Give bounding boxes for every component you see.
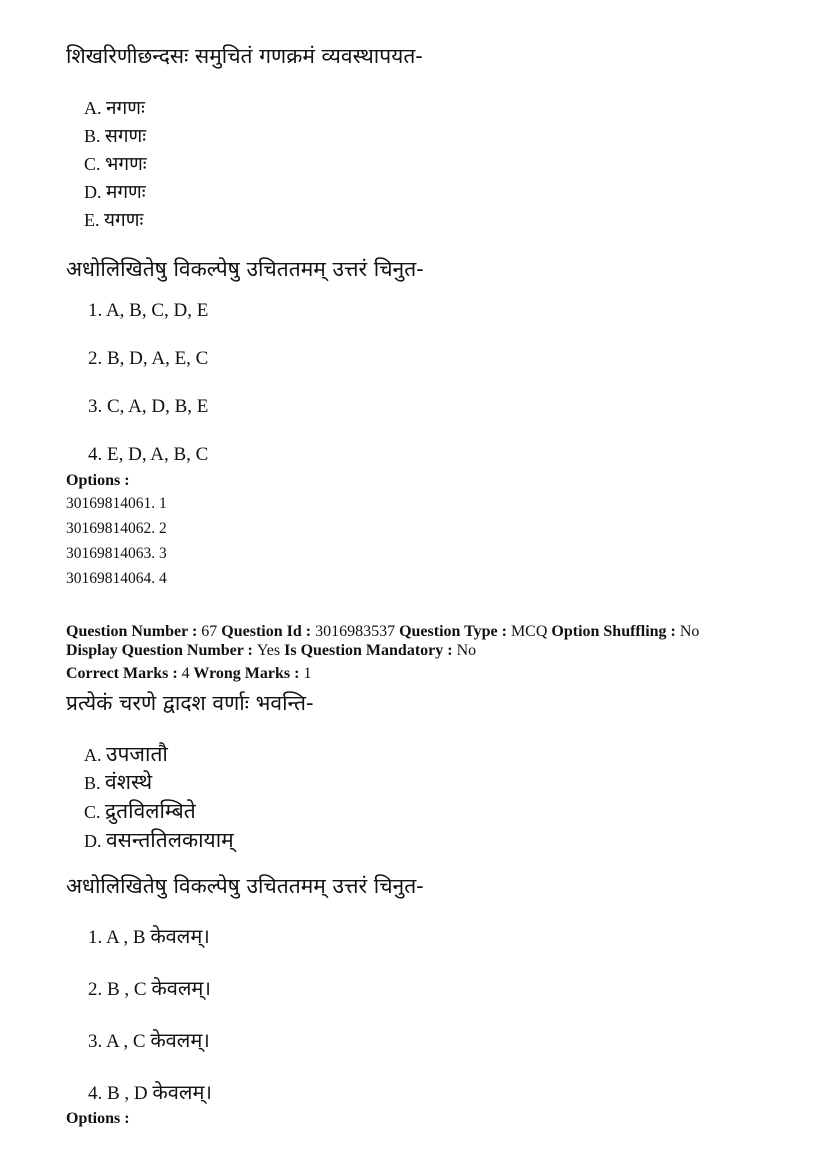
- choice-text: B, D, A, E, C: [107, 348, 209, 369]
- q67-choice-4[interactable]: [88, 1078, 212, 1105]
- correct-marks-label: Correct Marks :: [66, 665, 178, 682]
- item-letter: C.: [84, 802, 101, 822]
- q67-meta-line-3: [66, 665, 311, 683]
- display-question-number-label: Display Question Number :: [66, 642, 253, 659]
- item-letter: D.: [84, 182, 102, 202]
- option-id: 30169814064. 4: [66, 570, 167, 587]
- q66-instruction: अधोलिखितेषु विकल्पेषु उचिततमम् उत्तरं चिनुत-: [66, 257, 424, 281]
- choice-number: 3.: [88, 396, 103, 417]
- question-mandatory-label: Is Question Mandatory :: [284, 642, 453, 659]
- choice-number: 4.: [88, 444, 103, 465]
- wrong-marks: 1: [303, 665, 312, 682]
- item-text: वंशस्थे: [105, 770, 153, 794]
- q67-instruction: अधोलिखितेषु विकल्पेषु उचिततमम् उत्तरं चिनुत-: [66, 874, 424, 898]
- question-mandatory: No: [456, 642, 477, 659]
- q67-options-label: Options :: [66, 1110, 130, 1127]
- choice-letters: A , C: [105, 1031, 146, 1052]
- item-letter: A.: [84, 98, 102, 118]
- choice-number: 2.: [88, 979, 103, 1000]
- q66-options-label: Options :: [66, 472, 130, 489]
- item-text: यगणः: [104, 209, 144, 231]
- q67-meta-line-1: [66, 623, 699, 641]
- q67-item-c: [84, 797, 196, 825]
- q67-item-b: [84, 768, 152, 796]
- q67-choice-1[interactable]: [88, 922, 210, 949]
- q67-item-a: [84, 740, 168, 768]
- choice-suffix: केवलम्।: [150, 1028, 210, 1052]
- correct-marks: 4: [181, 665, 190, 682]
- choice-number: 1.: [88, 300, 103, 321]
- q66-choice-3[interactable]: [88, 396, 208, 418]
- option-shuffling: No: [679, 623, 700, 640]
- q66-item-c: [84, 150, 147, 176]
- option-id: 30169814063. 3: [66, 545, 167, 562]
- q66-question-text: शिखरिणीछन्दसः समुचितं गणक्रमं व्यवस्थापयत-: [66, 44, 423, 68]
- item-text: सगणः: [105, 125, 147, 147]
- q67-choice-3[interactable]: [88, 1026, 210, 1053]
- choice-text: C, A, D, B, E: [107, 396, 209, 417]
- question-id: 3016983537: [315, 623, 396, 640]
- question-type-label: Question Type :: [399, 623, 507, 640]
- choice-number: 1.: [88, 927, 103, 948]
- item-letter: B.: [84, 126, 101, 146]
- display-question-number: Yes: [256, 642, 281, 659]
- choice-text: E, D, A, B, C: [107, 444, 209, 465]
- choice-letters: A , B: [105, 927, 146, 948]
- item-text: उपजातौ: [106, 742, 168, 766]
- q67-item-d: [84, 826, 234, 854]
- question-number-label: Question Number :: [66, 623, 198, 640]
- choice-text: A, B, C, D, E: [105, 300, 209, 321]
- q66-item-a: [84, 94, 145, 120]
- question-type: MCQ: [510, 623, 548, 640]
- item-text: वसन्ततिलकायाम्: [106, 828, 234, 852]
- q66-item-d: [84, 178, 146, 204]
- choice-number: 4.: [88, 1083, 103, 1104]
- choice-letters: B , D: [107, 1083, 148, 1104]
- item-letter: A.: [84, 745, 102, 765]
- item-text: द्रुतविलम्बिते: [105, 799, 196, 823]
- choice-suffix: केवलम्।: [152, 1080, 212, 1104]
- item-letter: B.: [84, 773, 101, 793]
- item-text: मगणः: [106, 181, 146, 203]
- q67-question-text: प्रत्येकं चरणे द्वादश वर्णाः भवन्ति-: [66, 691, 314, 715]
- q66-item-e: [84, 206, 143, 232]
- choice-letters: B , C: [107, 979, 147, 1000]
- item-text: भगणः: [105, 153, 147, 175]
- item-text: नगणः: [106, 97, 145, 119]
- q66-choice-4[interactable]: [88, 444, 208, 466]
- choice-number: 3.: [88, 1031, 103, 1052]
- q66-choice-2[interactable]: [88, 348, 208, 370]
- q66-item-b: [84, 122, 146, 148]
- item-letter: C.: [84, 154, 101, 174]
- item-letter: D.: [84, 831, 102, 851]
- option-shuffling-label: Option Shuffling :: [551, 623, 676, 640]
- question-id-label: Question Id :: [221, 623, 312, 640]
- choice-suffix: केवलम्।: [151, 976, 211, 1000]
- option-id: 30169814061. 1: [66, 495, 167, 512]
- choice-suffix: केवलम्।: [150, 924, 210, 948]
- choice-number: 2.: [88, 348, 103, 369]
- question-number: 67: [201, 623, 218, 640]
- q67-meta-line-2: [66, 642, 476, 660]
- q66-choice-1[interactable]: [88, 300, 208, 322]
- wrong-marks-label: Wrong Marks :: [193, 665, 300, 682]
- option-id: 30169814062. 2: [66, 520, 167, 537]
- q67-choice-2[interactable]: [88, 974, 211, 1001]
- item-letter: E.: [84, 210, 100, 230]
